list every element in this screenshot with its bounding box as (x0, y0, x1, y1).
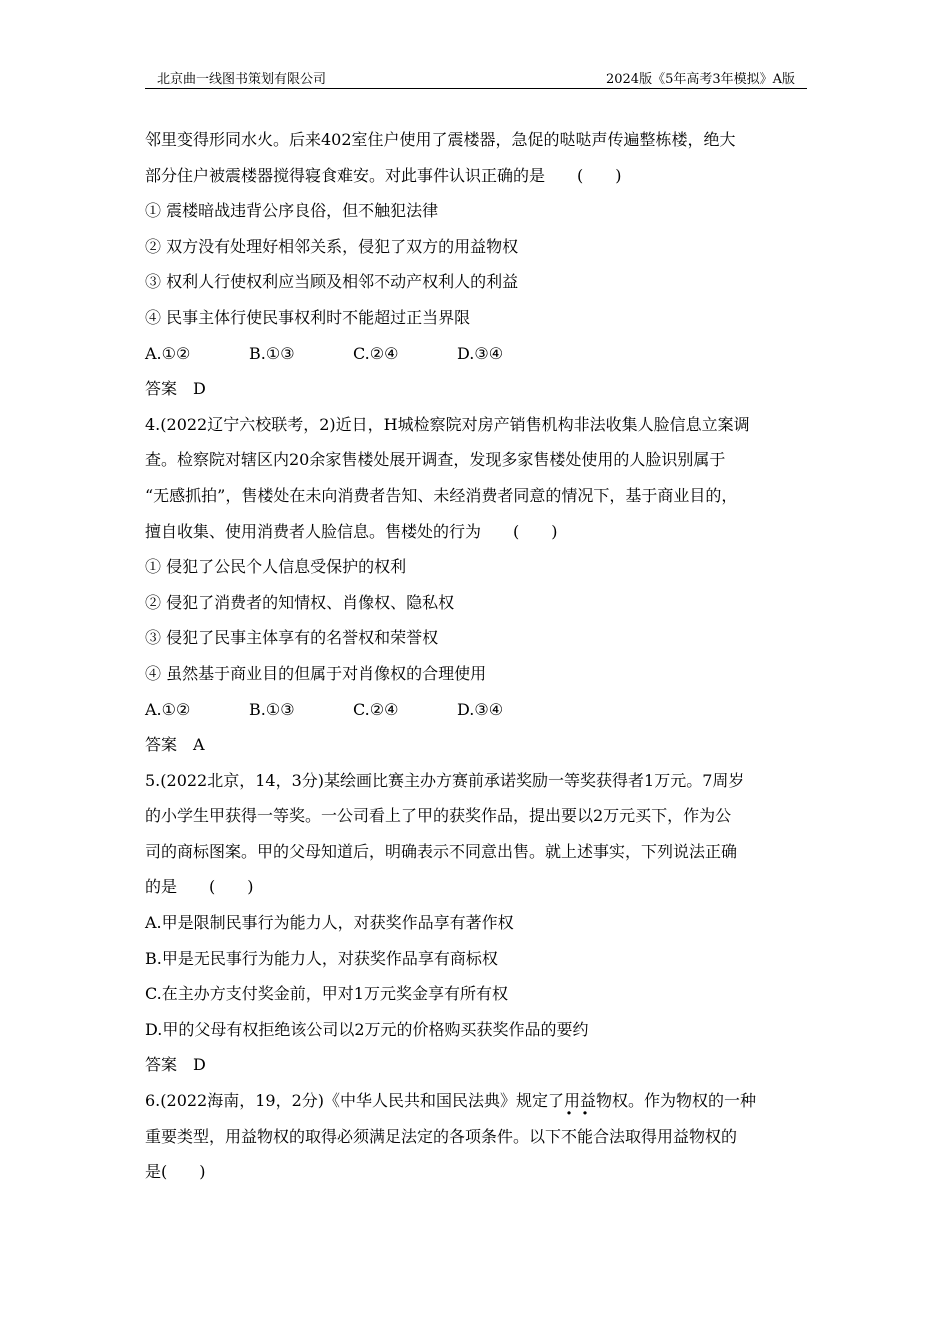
q4-stem-line-2: 查。检察院对辖区内20余家售楼处展开调查，发现多家售楼处使用的人脸识别属于 (145, 450, 726, 470)
q4-item-1: ① 侵犯了公民个人信息受保护的权利 (145, 557, 407, 577)
document-body (145, 122, 807, 1190)
q3-item-3: ③ 权利人行使权利应当顾及相邻不动产权利人的利益 (145, 272, 519, 292)
q5-stem-line-3: 司的商标图案。甲的父母知道后，明确表示不同意出售。就上述事实，下列说法正确 (145, 841, 738, 861)
q6-stem-line-1: 6.(2022海南，19，2分)《中华人民共和国民法典》规定了用益物权。作为物权的一种 (145, 1091, 757, 1111)
q3-options (145, 336, 807, 372)
q4-option-a: A.①② (145, 699, 191, 719)
q3-option-b: B.①③ (249, 343, 295, 363)
page-header (145, 66, 807, 89)
q3-item-2: ② 双方没有处理好相邻关系，侵犯了双方的用益物权 (145, 236, 519, 256)
q3-item-1: ① 震楼暗战违背公序良俗，但不触犯法律 (145, 201, 439, 221)
q4-stem-line-1: 4.(2022辽宁六校联考，2)近日，H城检察院对房产销售机构非法收集人脸信息立案调 (145, 414, 750, 434)
q5-option-c: C.在主办方支付奖金前，甲对1万元奖金享有所有权 (145, 984, 508, 1004)
q5-option-d: D.甲的父母有权拒绝该公司以2万元的价格购买获奖作品的要约 (145, 1019, 589, 1039)
q4-item-4: ④ 虽然基于商业目的但属于对肖像权的合理使用 (145, 663, 487, 683)
q6-stem-line-3: 是( ) (145, 1162, 206, 1182)
q4-item-3: ③ 侵犯了民事主体享有的名誉权和荣誉权 (145, 628, 439, 648)
header-book-title: 2024版《5年高考3年模拟》A版 (605, 72, 795, 87)
q4-option-c: C.②④ (353, 699, 399, 719)
q4-stem-line-3: “无感抓拍”，售楼处在未向消费者告知、未经消费者同意的情况下，基于商业目的， (145, 485, 738, 505)
q6-emphasis-char-1: 不 (561, 1126, 578, 1146)
q3-option-d: D.③④ (457, 343, 504, 363)
q5-stem-line-2: 的小学生甲获得一等奖。一公司看上了甲的获奖作品，提出要以2万元买下，作为公 (145, 806, 732, 826)
q4-option-d: D.③④ (457, 699, 504, 719)
q3-answer: 答案 D (145, 379, 206, 399)
q5-stem-line-1: 5.(2022北京，14，3分)某绘画比赛主办方赛前承诺奖励一等奖获得者1万元。7周岁 (145, 770, 745, 790)
q4-stem-line-4: 擅自收集、使用消费者人脸信息。售楼处的行为 ( ) (145, 521, 558, 541)
q5-answer: 答案 D (145, 1055, 206, 1075)
q4-option-b: B.①③ (249, 699, 295, 719)
q3-stem-line-2: 部分住户被震楼器搅得寝食难安。对此事件认识正确的是 ( ) (145, 165, 622, 185)
q3-option-a: A.①② (145, 343, 191, 363)
q6-stem-line-2-post: 合法取得用益物权的 (593, 1126, 738, 1146)
q6-stem-line-2 (145, 1119, 807, 1155)
q3-stem-line-1: 邻里变得形同水火。后来402室住户使用了震楼器，急促的哒哒声传遍整栋楼，绝大 (145, 130, 736, 149)
q3-option-c: C.②④ (353, 343, 399, 363)
q3-item-4: ④ 民事主体行使民事权利时不能超过正当界限 (145, 307, 471, 327)
q4-item-2: ② 侵犯了消费者的知情权、肖像权、隐私权 (145, 592, 455, 612)
q5-option-b: B.甲是无民事行为能力人，对获奖作品享有商标权 (145, 948, 498, 968)
q4-options (145, 692, 807, 728)
header-publisher: 北京曲一线图书策划有限公司 (157, 72, 327, 87)
q6-emphasis-char-2: 能 (577, 1126, 594, 1146)
q5-option-a: A.甲是限制民事行为能力人，对获奖作品享有著作权 (145, 913, 514, 933)
q6-stem-line-2-pre: 重要类型，用益物权的取得必须满足法定的各项条件。以下 (145, 1126, 562, 1146)
q5-stem-line-4: 的是 ( ) (145, 877, 254, 897)
q4-answer: 答案 A (145, 735, 205, 755)
